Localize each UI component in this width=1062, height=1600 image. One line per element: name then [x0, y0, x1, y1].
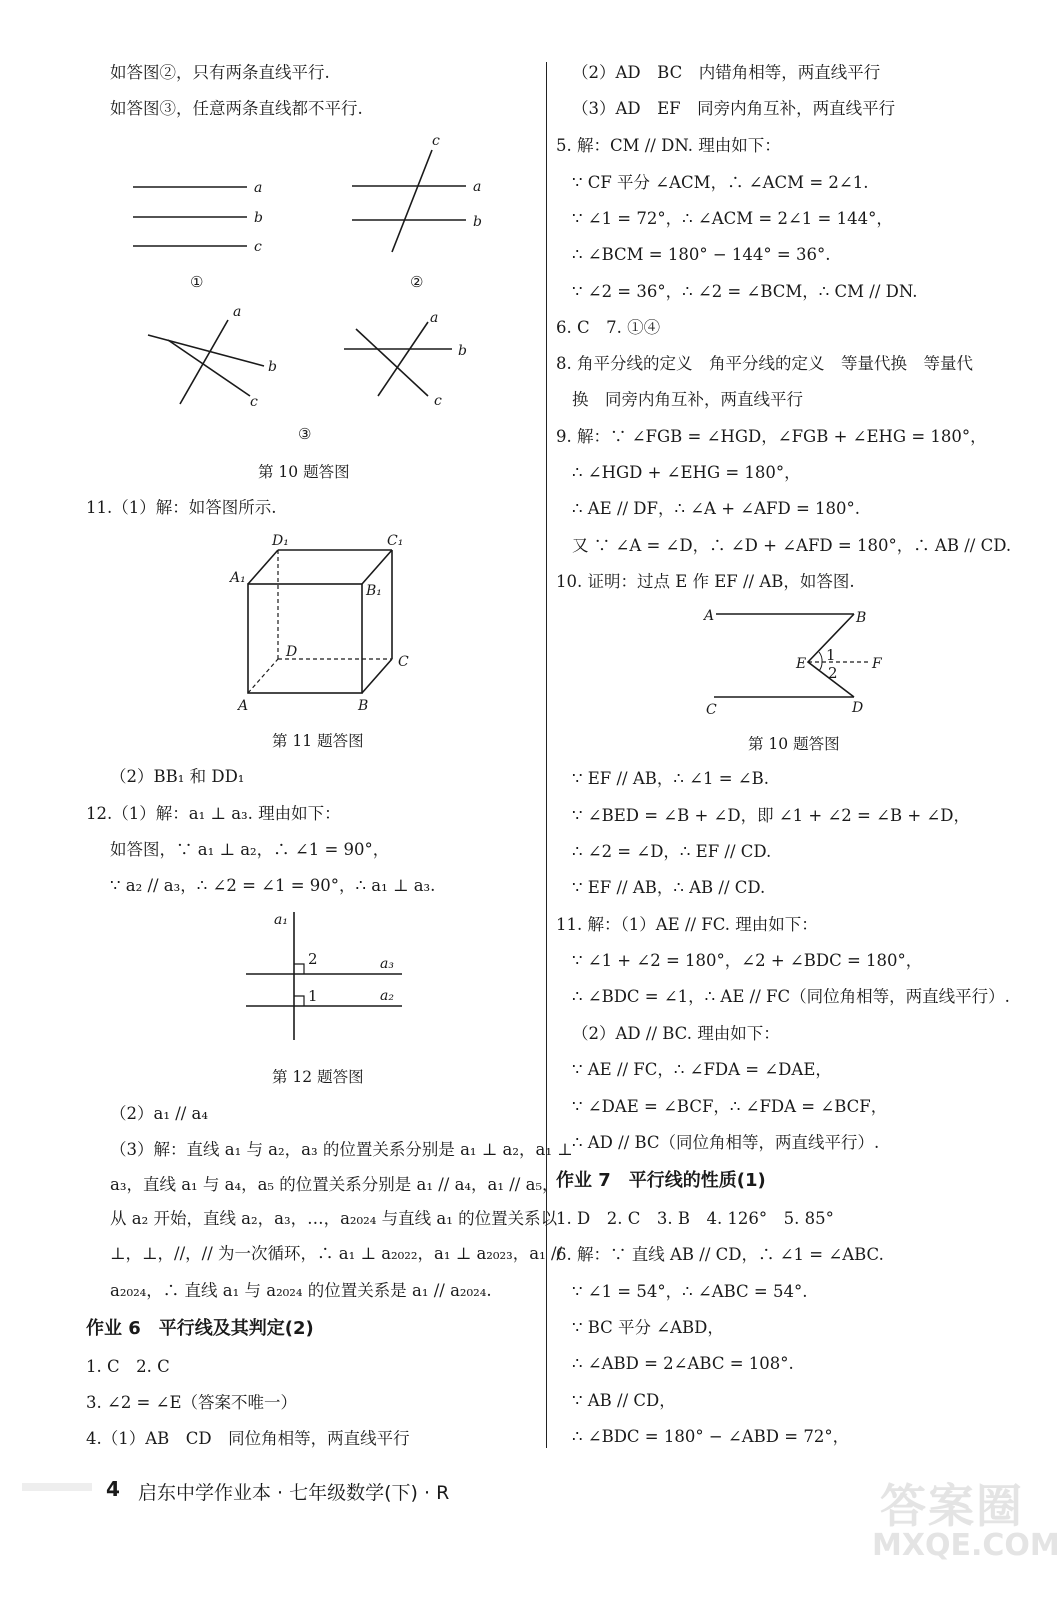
- vertex-A1: A₁: [230, 570, 246, 586]
- vertex-B: B: [358, 698, 369, 714]
- text-line: 11.（1）解：如答图所示.: [86, 498, 277, 517]
- angle-1: 1: [308, 987, 318, 1005]
- text-line: ∴ ∠BDC = 180° − ∠ABD = 72°，: [572, 1427, 850, 1446]
- text-line: 12.（1）解：a₁ ⊥ a₃. 理由如下：: [86, 804, 341, 823]
- text-line: ∴ ∠HGD + ∠EHG = 180°，: [572, 463, 801, 482]
- text-line: ∵ BC 平分 ∠ABD，: [572, 1318, 724, 1337]
- text-line: 5. 解：CM // DN. 理由如下：: [556, 136, 781, 155]
- text-line: ∴ ∠BCM = 180° − 144° = 36°.: [572, 245, 831, 264]
- text-line: （3）解：直线 a₁ 与 a₂，a₃ 的位置关系分别是 a₁ ⊥ a₂，a₁ ⊥: [110, 1140, 573, 1159]
- label-c: c: [250, 394, 258, 410]
- vertex-D1: D₁: [272, 533, 289, 549]
- label-b: b: [254, 210, 263, 226]
- vertex-C1: C₁: [387, 533, 404, 549]
- text-line: （2）AD // BC. 理由如下：: [572, 1024, 780, 1043]
- watermark-logo: 答案圈: [880, 1479, 1024, 1533]
- text-line: ∵ CF 平分 ∠ACM，∴ ∠ACM = 2∠1.: [572, 173, 869, 192]
- angle-2: 2: [308, 950, 318, 968]
- text-line: ∵ EF // AB，∴ AB // CD.: [572, 878, 766, 897]
- angle-1: 1: [826, 646, 836, 664]
- vertex-C: C: [398, 654, 409, 670]
- text-line: ∵ ∠1 = 54°，∴ ∠ABC = 54°.: [572, 1282, 808, 1301]
- angle-2: 2: [828, 664, 838, 682]
- label-a: a: [254, 180, 263, 196]
- text-line: 如答图，∵ a₁ ⊥ a₂，∴ ∠1 = 90°，: [110, 840, 390, 859]
- text-line: ⊥，⊥，//，// 为一次循环，∴ a₁ ⊥ a₂₀₂₂，a₁ ⊥ a₂₀₂₃，a₁ //: [110, 1244, 563, 1263]
- text-line: ∵ a₂ // a₃，∴ ∠2 = ∠1 = 90°，∴ a₁ ⊥ a₃.: [110, 876, 436, 895]
- text-line: 如答图③，任意两条直线都不平行.: [110, 99, 363, 118]
- label-a3: a₃: [380, 956, 394, 972]
- text-line: ∵ ∠1 + ∠2 = 180°，∠2 + ∠BDC = 180°，: [572, 951, 923, 970]
- point-C: C: [706, 702, 717, 718]
- label-c: c: [434, 393, 442, 409]
- page-number: 4: [106, 1477, 120, 1501]
- text-line: ∵ ∠2 = 36°，∴ ∠2 = ∠BCM，∴ CM // DN.: [572, 282, 918, 301]
- figure-12-lines: [0, 0, 548, 1070]
- text-line: a₃，直线 a₁ 与 a₄，a₅ 的位置关系分别是 a₁ // a₄，a₁ // a₅，: [110, 1175, 559, 1194]
- text-line: 1. C 2. C: [86, 1357, 170, 1376]
- text-line: （3）AD EF 同旁内角互补，两直线平行: [572, 99, 896, 118]
- text-line: 6. C 7. ①④: [556, 318, 661, 337]
- watermark-url: MXQE.COM: [872, 1528, 1060, 1563]
- label-a: a: [233, 304, 242, 320]
- label-a: a: [473, 179, 482, 195]
- figure-caption: 第 11 题答图: [272, 732, 364, 750]
- point-F: F: [872, 656, 882, 672]
- text-line: 4.（1）AB CD 同位角相等，两直线平行: [86, 1429, 410, 1448]
- text-line: a₂₀₂₄，∴ 直线 a₁ 与 a₂₀₂₄ 的位置关系是 a₁ // a₂₀₂₄.: [110, 1281, 492, 1300]
- text-line: ∵ AE // FC，∴ ∠FDA = ∠DAE，: [572, 1060, 832, 1079]
- text-line: 8. 角平分线的定义 角平分线的定义 等量代换 等量代: [556, 354, 973, 373]
- text-line: （2）AD BC 内错角相等，两直线平行: [572, 63, 881, 82]
- label-b: b: [268, 359, 277, 375]
- text-line: 换 同旁内角互补，两直线平行: [572, 390, 803, 409]
- text-line: 从 a₂ 开始，直线 a₂，a₃，…，a₂₀₂₄ 与直线 a₁ 的位置关系以: [110, 1209, 558, 1228]
- section-heading: 作业 6 平行线及其判定(2): [86, 1318, 314, 1339]
- text-line: ∵ EF // AB，∴ ∠1 = ∠B.: [572, 769, 769, 788]
- text-line: 6. 解：∵ 直线 AB // CD，∴ ∠1 = ∠ABC.: [556, 1245, 884, 1264]
- label-c: c: [254, 239, 262, 255]
- figure-caption: 第 10 题答图: [748, 735, 840, 753]
- book-title: 启东中学作业本 · 七年级数学(下) · R: [138, 1482, 450, 1504]
- text-line: ∴ ∠BDC = ∠1，∴ AE // FC（同位角相等，两直线平行）.: [572, 987, 1010, 1006]
- point-E: E: [796, 656, 807, 672]
- point-A: A: [704, 608, 715, 624]
- section-heading: 作业 7 平行线的性质(1): [556, 1170, 766, 1191]
- vertex-D: D: [286, 644, 298, 660]
- point-B: B: [856, 610, 867, 626]
- text-line: ∴ ∠ABD = 2∠ABC = 108°.: [572, 1354, 794, 1373]
- label-a2: a₂: [380, 988, 394, 1004]
- point-D: D: [852, 700, 864, 716]
- text-line: ∵ ∠1 = 72°，∴ ∠ACM = 2∠1 = 144°，: [572, 209, 893, 228]
- figure-10-zigzag: [548, 0, 1062, 760]
- figure-number-2: ②: [410, 273, 424, 291]
- text-line: 3. ∠2 = ∠E（答案不唯一）: [86, 1393, 297, 1412]
- text-line: ∵ AB // CD，: [572, 1391, 676, 1410]
- vertex-B1: B₁: [366, 583, 382, 599]
- label-c: c: [432, 133, 440, 149]
- footer-decoration: [22, 1483, 92, 1491]
- figure-number-1: ①: [190, 273, 204, 291]
- text-line: ∵ ∠DAE = ∠BCF，∴ ∠FDA = ∠BCF，: [572, 1097, 888, 1116]
- text-line: 又 ∵ ∠A = ∠D，∴ ∠D + ∠AFD = 180°，∴ AB // CD.: [572, 536, 1012, 555]
- text-line: 如答图②，只有两条直线平行.: [110, 63, 330, 82]
- text-line: （2）BB₁ 和 DD₁: [110, 767, 245, 786]
- vertex-A: A: [238, 698, 249, 714]
- text-line: （2）a₁ // a₄: [110, 1104, 209, 1123]
- text-line: ∴ AD // BC（同位角相等，两直线平行）.: [572, 1133, 880, 1152]
- figure-caption: 第 10 题答图: [258, 463, 350, 481]
- text-line: ∵ ∠BED = ∠B + ∠D，即 ∠1 + ∠2 = ∠B + ∠D，: [572, 806, 970, 825]
- label-b: b: [473, 214, 482, 230]
- text-line: 11. 解：（1）AE // FC. 理由如下：: [556, 915, 818, 934]
- label-a1: a₁: [274, 912, 288, 928]
- text-line: 9. 解：∵ ∠FGB = ∠HGD，∠FGB + ∠EHG = 180°，: [556, 427, 987, 446]
- text-line: 10. 证明：过点 E 作 EF // AB，如答图.: [556, 572, 855, 591]
- text-line: ∴ AE // DF，∴ ∠A + ∠AFD = 180°.: [572, 499, 861, 518]
- label-a: a: [430, 310, 439, 326]
- figure-number-3: ③: [298, 425, 312, 443]
- label-b: b: [458, 343, 467, 359]
- figure-caption: 第 12 题答图: [272, 1068, 364, 1086]
- text-line: ∴ ∠2 = ∠D，∴ EF // CD.: [572, 842, 772, 861]
- text-line: 1. D 2. C 3. B 4. 126° 5. 85°: [556, 1209, 834, 1228]
